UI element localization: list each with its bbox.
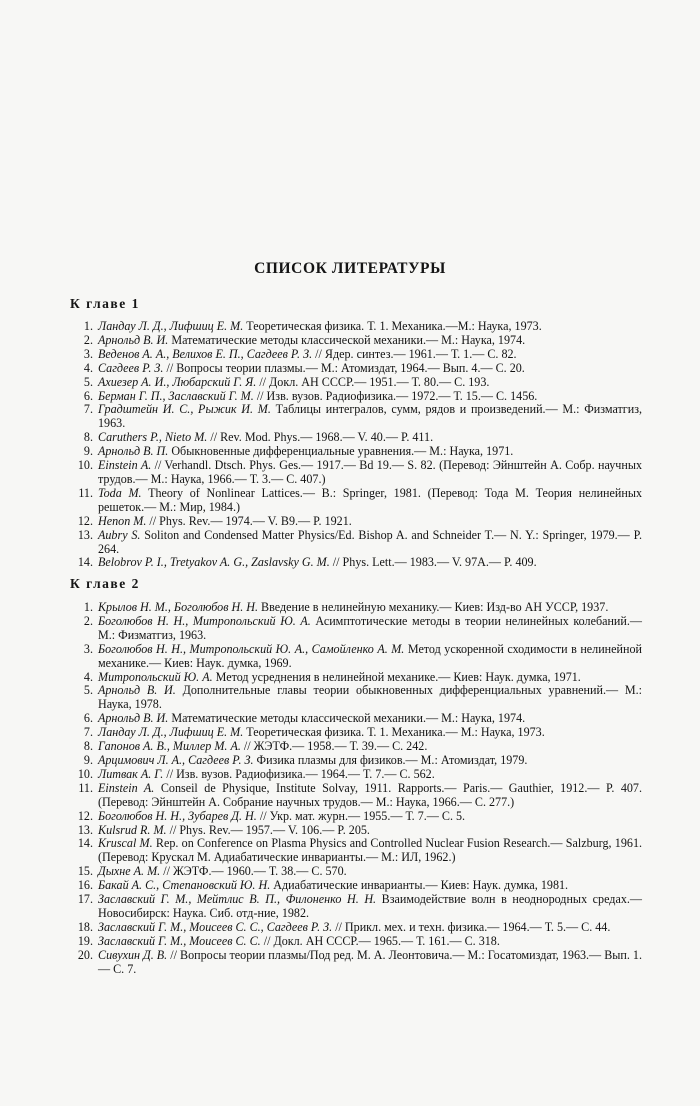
reference-number: 10.: [77, 766, 93, 781]
reference-text: [98, 362, 642, 376]
reference-number: 3.: [83, 346, 93, 361]
reference-text: [98, 445, 642, 459]
reference-number: 12.: [77, 513, 93, 528]
reference-details: Теоретическая физика. Т. 1. Механика.— М.: Наука, 1973.: [246, 725, 545, 740]
reference-text: [98, 431, 642, 445]
reference-number: 15.: [77, 864, 93, 879]
reference-number: 13.: [77, 527, 93, 542]
reference-number: 7.: [83, 402, 93, 417]
reference-item: [62, 935, 642, 949]
reference-details: // Ядер. синтез.— 1961.— Т. 1.— С. 82.: [315, 346, 517, 361]
reference-text: [98, 837, 642, 865]
reference-authors: Kruscal M.: [98, 836, 153, 851]
chapter-2-heading: К главе 2: [70, 576, 140, 591]
reference-details: Введение в нелинейную механику.— Киев: Изд-во АН УССР, 1937.: [261, 600, 609, 614]
reference-details: // Докл. АН СССР.— 1951.— Т. 80.— С. 193.: [259, 374, 490, 389]
reference-details: Теоретическая физика. Т. 1. Механика.—М.: Наука, 1973.: [246, 319, 542, 333]
reference-text: [98, 390, 642, 404]
reference-item: [62, 403, 642, 431]
reference-details: Взаимодействие волн в неоднородных средах.— Новосибирск: Наука. Сиб. отд-ние, 1982.: [98, 892, 642, 920]
reference-authors: Caruthers P., Nieto M.: [98, 430, 208, 445]
reference-authors: Арнольд В. И.: [98, 332, 169, 347]
reference-item: [62, 684, 642, 712]
reference-item: [62, 615, 642, 643]
reference-text: [98, 824, 642, 838]
reference-details: // Вопросы теории плазмы.— М.: Атомиздат, 1964.— Вып. 4.— С. 20.: [166, 360, 525, 375]
reference-details: // Докл. АН СССР.— 1965.— Т. 161.— С. 318.: [263, 933, 500, 948]
reference-item: [62, 601, 642, 615]
reference-authors: Ландау Л. Д., Лифшиц Е. М.: [98, 319, 244, 333]
reference-number: 4.: [83, 669, 93, 684]
reference-item: [62, 921, 642, 935]
reference-authors: Крылов Н. М., Боголюбов Н. Н.: [98, 600, 258, 614]
reference-number: 11.: [78, 485, 93, 500]
reference-authors: Арнольд В. П.: [98, 444, 169, 459]
reference-text: [98, 643, 642, 671]
reference-details: // Rev. Mod. Phys.— 1968.— V. 40.— P. 411.: [210, 430, 434, 445]
reference-number: 1.: [83, 600, 93, 614]
reference-details: // Phys. Lett.— 1983.— V. 97A.— P. 409.: [332, 555, 537, 570]
reference-details: Rep. on Conference on Plasma Physics and Controlled Nuclear Fusion Research.— Salzburg, 1961. (Перевод: Крускал М. Адиабатические инварианты.— М.: ИЛ, 1962.): [98, 836, 643, 865]
reference-item: [62, 320, 642, 334]
reference-item: [62, 334, 642, 348]
reference-item: [62, 893, 642, 921]
reference-authors: Арцимович Л. А., Сагдеев Р. З.: [98, 752, 254, 767]
reference-text: [98, 529, 642, 557]
reference-authors: Боголюбов Н. Н., Зубарев Д. Н.: [98, 808, 257, 823]
reference-authors: Сивухин Д. В.: [98, 947, 168, 962]
reference-text: [98, 879, 642, 893]
reference-item: [62, 431, 642, 445]
reference-details: Conseil de Physique, Institute Solvay, 1911. Rapports.— Paris.— Gauthier, 1912.— P. 407. (Перевод: Эйнштейн А. Собрание научных трудов.— М.: Наука, 1966.— С. 277.): [98, 780, 643, 809]
chapter-1-reference-list: [62, 320, 642, 570]
reference-authors: Митропольский Ю. А.: [98, 669, 213, 684]
reference-text: [98, 376, 642, 390]
reference-text: [98, 754, 642, 768]
reference-number: 2.: [83, 613, 93, 628]
reference-authors: Гапонов А. В., Миллер М. А.: [98, 739, 241, 754]
reference-authors: Belobrov P. I., Tretyakov A. G., Zaslavsky G. M.: [98, 555, 330, 570]
reference-details: // Verhandl. Dtsch. Phys. Ges.— 1917.— Bd 19.— S. 82. (Перевод: Эйнштейн А. Собр. научных трудов.— М.: Наука, 1966.— Т. 3.— С. 407.): [98, 458, 642, 486]
reference-item: [62, 390, 642, 404]
reference-text: [98, 459, 642, 487]
reference-details: Математические методы классической механики.— М.: Наука, 1974.: [171, 332, 526, 347]
reference-details: Таблицы интегралов, сумм, рядов и произведений.— М.: Физматгиз, 1963.: [98, 402, 643, 431]
reference-number: 2.: [83, 332, 93, 347]
reference-details: Soliton and Condensed Matter Physics/Ed. Bishop A. and Schneider T.— N. Y.: Springer, 1979.— P. 264.: [98, 527, 642, 556]
reference-item: [62, 487, 642, 515]
reference-item: [62, 529, 642, 557]
reference-number: 1.: [83, 319, 93, 333]
reference-details: // Изв. вузов. Радиофизика.— 1972.— Т. 15.— С. 1456.: [256, 388, 538, 403]
reference-item: [62, 515, 642, 529]
reference-details: Дополнительные главы теории обыкновенных дифференциальных уравнений.— М.: Наука, 1978.: [98, 683, 643, 712]
reference-item: [62, 754, 642, 768]
reference-number: 16.: [77, 878, 93, 893]
reference-details: Математические методы классической механики.— М.: Наука, 1974.: [171, 711, 526, 726]
reference-details: // Изв. вузов. Радиофизика.— 1964.— Т. 7.— С. 562.: [166, 766, 435, 781]
reference-number: 19.: [77, 933, 93, 948]
reference-text: [98, 768, 642, 782]
reference-authors: Заславский Г. М., Моисеев С. С.: [98, 933, 261, 948]
reference-details: Адиабатические инварианты.— Киев: Наук. думка, 1981.: [273, 878, 569, 893]
reference-number: 18.: [77, 919, 93, 934]
reference-text: [98, 320, 642, 334]
reference-number: 13.: [77, 822, 93, 837]
reference-number: 8.: [83, 430, 93, 445]
reference-item: [62, 824, 642, 838]
reference-details: // Укр. мат. журн.— 1955.— Т. 7.— С. 5.: [259, 808, 466, 823]
reference-number: 3.: [83, 641, 93, 656]
reference-number: 12.: [77, 808, 93, 823]
reference-number: 8.: [83, 739, 93, 754]
reference-text: [98, 865, 642, 879]
reference-text: [98, 782, 642, 810]
reference-text: [98, 740, 642, 754]
reference-details: Theory of Nonlinear Lattices.— B.: Springer, 1981. (Перевод: Тода М. Теория нелинейных решеток.— М.: Мир, 1984.): [98, 485, 642, 514]
reference-details: Асимптотические методы в теории нелинейных колебаний.— М.: Физматгиз, 1963.: [98, 613, 642, 642]
reference-details: // Phys. Rev.— 1974.— V. B9.— P. 1921.: [149, 513, 352, 528]
reference-text: [98, 684, 642, 712]
reference-item: [62, 376, 642, 390]
reference-item: [62, 837, 642, 865]
reference-text: [98, 935, 642, 949]
reference-number: 4.: [83, 360, 93, 375]
page-title: СПИСОК ЛИТЕРАТУРЫ: [254, 260, 446, 277]
reference-authors: Боголюбов Н. Н., Митропольский Ю. А.: [98, 613, 311, 628]
reference-number: 6.: [83, 388, 93, 403]
reference-authors: Градштейн И. С., Рыжик И. М.: [98, 402, 271, 417]
reference-text: [98, 810, 642, 824]
reference-text: [98, 921, 642, 935]
reference-authors: Боголюбов Н. Н., Митропольский Ю. А., Самойленко А. М.: [98, 641, 405, 656]
reference-text: [98, 712, 642, 726]
reference-text: [98, 671, 642, 685]
reference-authors: Einstein A.: [98, 780, 155, 795]
reference-details: // Вопросы теории плазмы/Под ред. М. А. Леонтовича.— М.: Госатомиздат, 1963.— Вып. 1.— С. 7.: [98, 947, 642, 976]
reference-text: [98, 403, 642, 431]
reference-authors: Aubry S.: [98, 527, 141, 542]
reference-number: 17.: [77, 892, 93, 907]
reference-text: [98, 515, 642, 529]
reference-authors: Литвак А. Г.: [98, 766, 164, 781]
reference-item: [62, 348, 642, 362]
reference-text: [98, 556, 642, 570]
reference-number: 7.: [83, 725, 93, 740]
reference-text: [98, 893, 642, 921]
reference-authors: Henon M.: [98, 513, 147, 528]
reference-item: [62, 865, 642, 879]
reference-text: [98, 949, 642, 977]
reference-text: [98, 487, 642, 515]
reference-item: [62, 949, 642, 977]
reference-text: [98, 726, 642, 740]
reference-item: [62, 740, 642, 754]
reference-details: Метод ускоренной сходимости в нелинейной механике.— Киев: Наук. думка, 1969.: [98, 641, 642, 670]
reference-text: [98, 615, 642, 643]
reference-item: [62, 556, 642, 570]
reference-authors: Einstein A.: [98, 458, 152, 473]
reference-authors: Ландау Л. Д., Лифшиц Е. М.: [98, 725, 244, 740]
reference-text: [98, 601, 642, 615]
reference-authors: Сагдеев Р. З.: [98, 360, 164, 375]
reference-authors: Арнольд В. И.: [98, 683, 176, 698]
chapter-2-reference-list: [62, 601, 642, 976]
reference-item: [62, 712, 642, 726]
reference-number: 6.: [83, 711, 93, 726]
reference-item: [62, 726, 642, 740]
reference-number: 9.: [83, 444, 93, 459]
reference-details: // ЖЭТФ.— 1958.— Т. 39.— С. 242.: [243, 739, 428, 754]
reference-item: [62, 810, 642, 824]
reference-details: // ЖЭТФ.— 1960.— Т. 38.— С. 570.: [163, 864, 347, 879]
reference-details: Обыкновенные дифференциальные уравнения.— М.: Наука, 1971.: [171, 444, 514, 459]
reference-authors: Берман Г. П., Заславский Г. М.: [98, 388, 254, 403]
reference-authors: Kulsrud R. M.: [98, 822, 167, 837]
reference-item: [62, 782, 642, 810]
reference-number: 20.: [77, 947, 93, 962]
reference-item: [62, 879, 642, 893]
reference-number: 5.: [83, 374, 93, 389]
reference-number: 10.: [77, 458, 93, 473]
reference-details: // Прикл. мех. и техн. физика.— 1964.— Т. 5.— С. 44.: [335, 919, 611, 934]
chapter-1-heading: К главе 1: [70, 296, 140, 311]
reference-number: 9.: [83, 752, 93, 767]
reference-authors: Веденов А. А., Велихов Е. П., Сагдеев Р. З.: [98, 346, 313, 361]
reference-item: [62, 445, 642, 459]
reference-authors: Toda M.: [98, 485, 142, 500]
reference-details: Физика плазмы для физиков.— М.: Атомиздат, 1979.: [256, 752, 528, 767]
reference-authors: Арнольд В. И.: [98, 711, 169, 726]
reference-number: 11.: [78, 780, 93, 795]
reference-text: [98, 334, 642, 348]
reference-item: [62, 768, 642, 782]
reference-item: [62, 362, 642, 376]
reference-item: [62, 643, 642, 671]
reference-item: [62, 459, 642, 487]
reference-authors: Ахиезер А. И., Любарский Г. Я.: [98, 374, 257, 389]
reference-authors: Бакай А. С., Степановский Ю. Н.: [98, 878, 271, 893]
reference-number: 5.: [83, 683, 93, 698]
reference-details: // Phys. Rev.— 1957.— V. 106.— P. 205.: [169, 822, 370, 837]
reference-authors: Дыхне А. М.: [98, 864, 161, 879]
reference-item: [62, 671, 642, 685]
reference-details: Метод усреднения в нелинейной механике.— Киев: Наук. думка, 1971.: [215, 669, 581, 684]
reference-authors: Заславский Г. М., Моисеев С. С., Сагдеев Р. З.: [98, 919, 333, 934]
reference-authors: Заславский Г. М., Мейтлис В. П., Филоненко Н. Н.: [98, 892, 377, 907]
reference-number: 14.: [77, 555, 93, 570]
reference-text: [98, 348, 642, 362]
reference-number: 14.: [77, 836, 93, 851]
